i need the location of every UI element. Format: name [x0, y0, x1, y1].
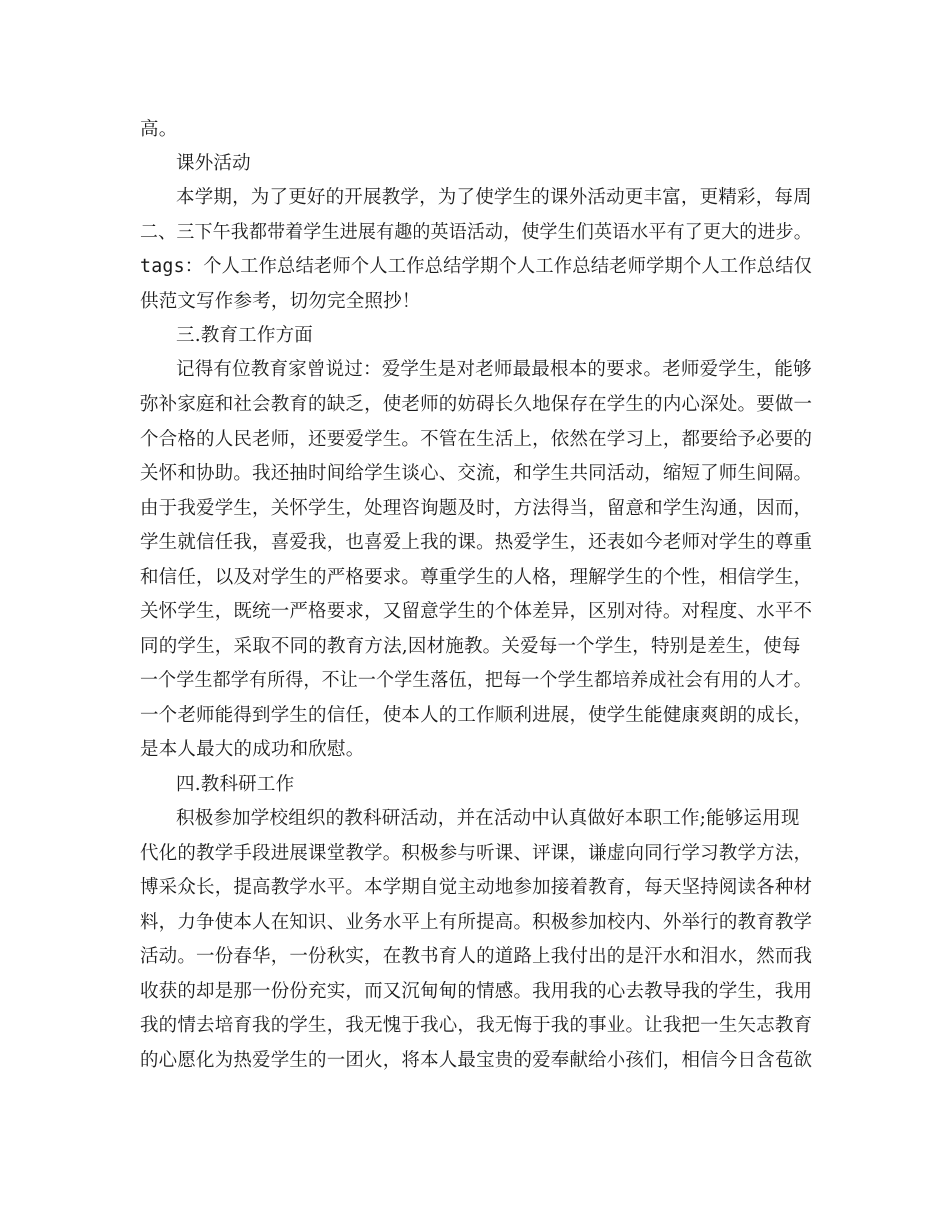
- paragraph-line: 二、三下午我都带着学生进展有趣的英语活动，使学生们英语水平有了更大的进步。: [140, 222, 812, 243]
- paragraph-line: 关怀和协助。我还抽时间给学生谈心、交流，和学生共同活动，缩短了师生间隔。: [140, 463, 813, 484]
- paragraph-line: 博采众长，提高教学水平。本学期自觉主动地参加接着教育，每天坚持阅读各种材: [140, 877, 813, 898]
- paragraph-line: 关怀学生，既统一严格要求，又留意学生的个体差异，区别对待。对程度、水平不: [140, 601, 813, 622]
- paragraph-line: 个合格的人民老师，还要爱学生。不管在生活上，依然在学习上，都要给予必要的: [140, 429, 813, 450]
- section-heading: 课外活动: [176, 153, 251, 174]
- paragraph-line: 代化的教学手段进展课堂教学。积极参与听课、评课，谦虚向同行学习教学方法，: [140, 843, 813, 864]
- paragraph-line: 的心愿化为热爱学生的一团火，将本人最宝贵的爱奉献给小孩们，相信今日含苞欲: [140, 1050, 813, 1071]
- paragraph-line: 料，力争使本人在知识、业务水平上有所提高。积极参加校内、外举行的教育教学: [140, 912, 813, 933]
- paragraph-line: 我的情去培育我的学生，我无愧于我心，我无悔于我的事业。让我把一生矢志教育: [140, 1015, 813, 1036]
- paragraph-line: 本学期，为了更好的开展教学，为了使学生的课外活动更丰富，更精彩，每周: [176, 187, 812, 208]
- paragraph-line: 一个学生都学有所得，不让一个学生落伍，把每一个学生都培养成社会有用的人才。: [140, 670, 812, 691]
- paragraph-line: 学生就信任我，喜爱我，也喜爱上我的课。热爱学生，还表如今老师对学生的尊重: [140, 532, 813, 553]
- paragraph-line: 记得有位教育家曾说过：爱学生是对老师最最根本的要求。老师爱学生，能够: [176, 359, 812, 380]
- section-heading: 三.教育工作方面: [176, 325, 313, 346]
- paragraph-line: 供范文写作参考，切勿完全照抄！: [140, 291, 421, 312]
- section-heading: 四.教科研工作: [176, 774, 295, 795]
- paragraph-line: 弥补家庭和社会教育的缺乏，使老师的妨碍长久地保存在学生的内心深处。要做一: [140, 394, 813, 415]
- paragraph-line: 同的学生，采取不同的教育方法,因材施教。关爱每一个学生，特别是差生，使每: [140, 636, 801, 657]
- tags-line: tags：个人工作总结老师个人工作总结学期个人工作总结老师学期个人工作总结仅: [140, 256, 813, 277]
- paragraph-line: 和信任，以及对学生的严格要求。尊重学生的人格，理解学生的个性，相信学生，: [140, 567, 813, 588]
- paragraph-line: 积极参加学校组织的教科研活动，并在活动中认真做好本职工作;能够运用现: [176, 808, 800, 829]
- paragraph-line: 活动。一份春华，一份秋实，在教书育人的道路上我付出的是汗水和泪水，然而我: [140, 946, 813, 967]
- paragraph-line: 高。: [140, 119, 178, 140]
- paragraph-line: 收获的却是那一份份充实，而又沉甸甸的情感。我用我的心去教导我的学生，我用: [140, 981, 813, 1002]
- paragraph-line: 一个老师能得到学生的信任，使本人的工作顺利进展，使学生能健康爽朗的成长，: [140, 705, 813, 726]
- paragraph-line: 由于我爱学生，关怀学生，处理咨询题及时，方法得当，留意和学生沟通，因而，: [140, 498, 813, 519]
- paragraph-line: 是本人最大的成功和欣慰。: [140, 739, 365, 760]
